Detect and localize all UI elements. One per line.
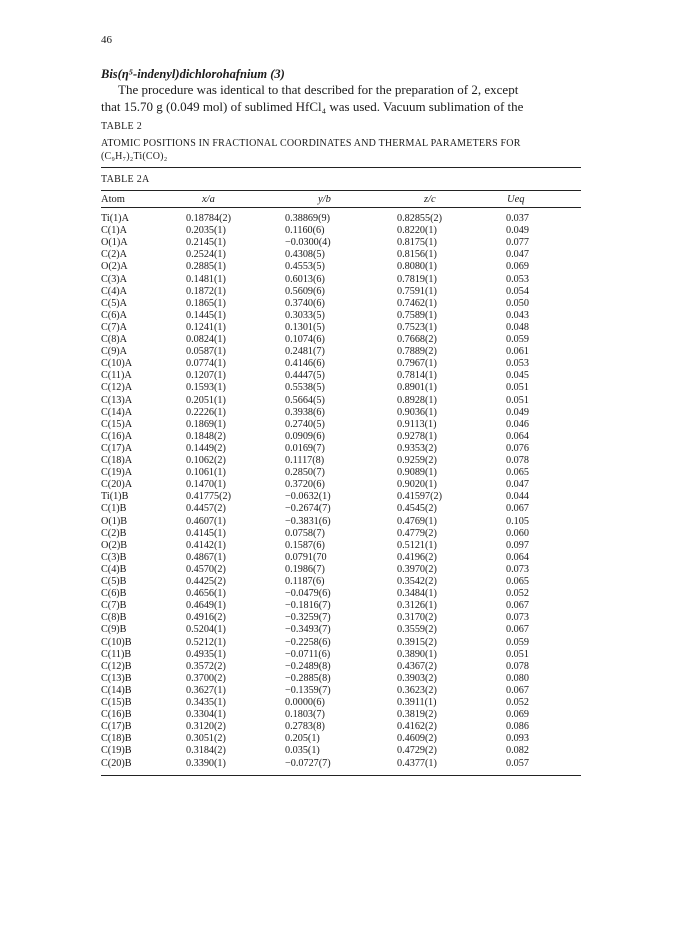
cell-ueq: 0.048 xyxy=(506,321,529,333)
cell-atom: C(6)B xyxy=(101,588,127,600)
cell-atom: C(15)A xyxy=(101,418,133,430)
cell-x: 0.4649(1) xyxy=(186,600,226,612)
table-row xyxy=(0,588,680,599)
cell-atom: C(4)B xyxy=(101,563,127,575)
cell-atom: C(14)B xyxy=(101,684,132,696)
table-bottom-rule xyxy=(101,775,581,776)
cell-z: 0.9089(1) xyxy=(397,467,437,479)
cell-ueq: 0.047 xyxy=(506,479,529,491)
cell-y: 0.205(1) xyxy=(285,733,320,745)
column-header-atom: Atom xyxy=(101,194,125,205)
table-row xyxy=(0,733,680,744)
table-row xyxy=(0,576,680,587)
cell-y: −0.1359(7) xyxy=(285,684,331,696)
cell-x: 0.3435(1) xyxy=(186,697,226,708)
cell-x: 0.1848(2) xyxy=(186,430,226,442)
cell-x: 0.1062(2) xyxy=(186,455,226,466)
cell-x: 0.1207(1) xyxy=(186,370,226,382)
table-row xyxy=(0,261,680,272)
cell-y: −0.1816(7) xyxy=(285,600,331,612)
cell-atom: C(10)A xyxy=(101,358,133,370)
cell-ueq: 0.045 xyxy=(506,370,529,382)
cell-ueq: 0.069 xyxy=(506,261,529,273)
paragraph-line-2: that 15.70 g (0.049 mol) of sublimed HfCl₄ was used. Vacuum sublimation of the xyxy=(101,98,524,114)
table-row xyxy=(0,286,680,297)
cell-atom: C(16)A xyxy=(101,430,133,442)
table-row xyxy=(0,249,680,260)
cell-atom: O(2)B xyxy=(101,539,128,551)
cell-z: 0.9036(1) xyxy=(397,406,437,418)
cell-z: 0.4196(2) xyxy=(397,551,437,563)
cell-atom: C(14)A xyxy=(101,406,133,418)
cell-x: 0.1449(2) xyxy=(186,442,226,454)
cell-y: 0.6013(6) xyxy=(285,273,325,285)
cell-ueq: 0.065 xyxy=(506,467,529,479)
cell-z: 0.4367(2) xyxy=(397,660,437,672)
cell-z: 0.9113(1) xyxy=(397,418,437,430)
cell-x: 0.3051(2) xyxy=(186,733,226,745)
cell-ueq: 0.067 xyxy=(506,503,529,515)
cell-x: 0.1470(1) xyxy=(186,479,226,491)
cell-z: 0.7814(1) xyxy=(397,370,437,382)
caption-line-2: (C₉H₇)₂Ti(CO)₂ xyxy=(101,150,168,162)
cell-ueq: 0.059 xyxy=(506,334,529,345)
cell-ueq: 0.065 xyxy=(506,576,529,587)
cell-x: 0.4145(1) xyxy=(186,527,226,539)
cell-atom: O(1)B xyxy=(101,515,128,527)
cell-atom: C(2)B xyxy=(101,527,127,539)
table-row xyxy=(0,649,680,660)
table-row xyxy=(0,673,680,684)
cell-ueq: 0.046 xyxy=(506,418,529,430)
cell-y: 0.1986(7) xyxy=(285,563,325,575)
cell-x: 0.4457(2) xyxy=(186,503,226,515)
cell-atom: C(5)B xyxy=(101,576,127,587)
cell-ueq: 0.082 xyxy=(506,745,529,757)
cell-y: −0.2885(8) xyxy=(285,672,331,684)
cell-z: 0.82855(2) xyxy=(397,213,442,224)
cell-x: 0.1869(1) xyxy=(186,418,226,430)
cell-y: −0.2258(6) xyxy=(285,636,331,648)
cell-atom: C(20)B xyxy=(101,757,132,769)
cell-z: 0.4377(1) xyxy=(397,757,437,769)
cell-z: 0.3559(2) xyxy=(397,624,437,636)
cell-z: 0.3126(1) xyxy=(397,600,437,612)
cell-x: 0.4916(2) xyxy=(186,612,226,624)
cell-atom: C(11)A xyxy=(101,370,132,382)
cell-z: 0.3970(2) xyxy=(397,563,437,575)
cell-x: 0.2524(1) xyxy=(186,249,226,261)
cell-ueq: 0.053 xyxy=(506,358,529,370)
cell-z: 0.8175(1) xyxy=(397,237,437,249)
table-row xyxy=(0,624,680,635)
cell-z: 0.8901(1) xyxy=(397,382,437,394)
cell-y: 0.035(1) xyxy=(285,745,320,757)
cell-z: 0.4162(2) xyxy=(397,721,437,733)
cell-x: 0.3700(2) xyxy=(186,672,226,684)
column-header-x: x/a xyxy=(202,194,215,205)
cell-y: 0.4553(5) xyxy=(285,261,325,273)
cell-atom: C(9)A xyxy=(101,346,128,358)
cell-ueq: 0.050 xyxy=(506,297,529,309)
cell-y: 0.2783(8) xyxy=(285,721,325,733)
table-row xyxy=(0,516,680,527)
cell-z: 0.8080(1) xyxy=(397,261,437,273)
header-bottom-rule xyxy=(101,207,581,208)
procedure-paragraph xyxy=(101,82,581,115)
cell-z: 0.9353(2) xyxy=(397,442,437,454)
cell-ueq: 0.067 xyxy=(506,600,529,612)
cell-y: −0.3493(7) xyxy=(285,624,331,636)
cell-atom: O(2)A xyxy=(101,261,128,273)
cell-atom: C(17)A xyxy=(101,442,133,454)
cell-ueq: 0.093 xyxy=(506,733,529,745)
cell-atom: Ti(1)A xyxy=(101,213,129,224)
table-top-rule xyxy=(101,167,581,168)
cell-y: −0.0300(4) xyxy=(285,237,331,249)
cell-z: 0.7462(1) xyxy=(397,297,437,309)
table-row xyxy=(0,600,680,611)
cell-x: 0.1865(1) xyxy=(186,297,226,309)
cell-atom: C(13)B xyxy=(101,672,132,684)
cell-z: 0.9259(2) xyxy=(397,455,437,466)
cell-ueq: 0.069 xyxy=(506,709,529,721)
table-row xyxy=(0,455,680,466)
cell-atom: C(19)A xyxy=(101,467,133,479)
cell-x: 0.5204(1) xyxy=(186,624,226,636)
cell-z: 0.41597(2) xyxy=(397,491,442,503)
cell-y: 0.4146(6) xyxy=(285,358,325,370)
cell-z: 0.3819(2) xyxy=(397,709,437,721)
cell-x: 0.1593(1) xyxy=(186,382,226,394)
cell-atom: C(8)A xyxy=(101,334,128,345)
cell-atom: C(18)B xyxy=(101,733,132,745)
cell-y: 0.3938(6) xyxy=(285,406,325,418)
table-row xyxy=(0,697,680,708)
cell-ueq: 0.047 xyxy=(506,249,529,261)
table-row xyxy=(0,443,680,454)
table-row xyxy=(0,370,680,381)
cell-z: 0.7589(1) xyxy=(397,309,437,321)
cell-z: 0.3911(1) xyxy=(397,697,437,708)
cell-x: 0.2885(1) xyxy=(186,261,226,273)
cell-z: 0.4779(2) xyxy=(397,527,437,539)
cell-ueq: 0.086 xyxy=(506,721,529,733)
cell-atom: C(13)A xyxy=(101,394,133,406)
cell-z: 0.3542(2) xyxy=(397,576,437,587)
cell-x: 0.18784(2) xyxy=(186,213,231,224)
cell-atom: C(16)B xyxy=(101,709,132,721)
header-top-rule xyxy=(101,190,581,191)
cell-x: 0.0774(1) xyxy=(186,358,226,370)
column-header-ueq: Ueq xyxy=(507,194,525,205)
cell-z: 0.4545(2) xyxy=(397,503,437,515)
table-row xyxy=(0,758,680,769)
cell-z: 0.7967(1) xyxy=(397,358,437,370)
cell-x: 0.1445(1) xyxy=(186,309,226,321)
cell-ueq: 0.049 xyxy=(506,406,529,418)
cell-z: 0.9278(1) xyxy=(397,430,437,442)
cell-ueq: 0.077 xyxy=(506,237,529,249)
cell-ueq: 0.044 xyxy=(506,491,529,503)
table-row xyxy=(0,564,680,575)
paragraph-line-1: The procedure was identical to that described for the preparation of 2, except xyxy=(118,82,519,97)
cell-y: 0.3033(5) xyxy=(285,309,325,321)
cell-x: 0.2051(1) xyxy=(186,394,226,406)
table-row xyxy=(0,540,680,551)
cell-z: 0.5121(1) xyxy=(397,539,437,551)
cell-ueq: 0.037 xyxy=(506,213,529,224)
table-row xyxy=(0,612,680,623)
table-row xyxy=(0,225,680,236)
cell-y: 0.5538(5) xyxy=(285,382,325,394)
cell-z: 0.3890(1) xyxy=(397,648,437,660)
cell-y: 0.4447(5) xyxy=(285,370,325,382)
cell-atom: O(1)A xyxy=(101,237,128,249)
cell-z: 0.7889(2) xyxy=(397,346,437,358)
cell-atom: C(2)A xyxy=(101,249,128,261)
caption-line-1: ATOMIC POSITIONS IN FRACTIONAL COORDINATES AND THERMAL PARAMETERS FOR xyxy=(101,138,521,149)
table-row xyxy=(0,358,680,369)
cell-ueq: 0.064 xyxy=(506,551,529,563)
cell-z: 0.8928(1) xyxy=(397,394,437,406)
cell-x: 0.4142(1) xyxy=(186,539,226,551)
table-row xyxy=(0,237,680,248)
cell-ueq: 0.051 xyxy=(506,394,529,406)
column-header-z: z/c xyxy=(424,194,436,205)
table-row xyxy=(0,503,680,514)
cell-y: −0.0727(7) xyxy=(285,757,331,769)
cell-z: 0.4729(2) xyxy=(397,745,437,757)
cell-z: 0.7523(1) xyxy=(397,321,437,333)
cell-ueq: 0.067 xyxy=(506,624,529,636)
cell-x: 0.5212(1) xyxy=(186,636,226,648)
table-row xyxy=(0,552,680,563)
cell-y: 0.1117(8) xyxy=(285,455,325,466)
table-row xyxy=(0,310,680,321)
cell-atom: C(11)B xyxy=(101,648,132,660)
cell-atom: C(5)A xyxy=(101,297,128,309)
table-row xyxy=(0,213,680,224)
table-row xyxy=(0,334,680,345)
cell-y: 0.2481(7) xyxy=(285,346,325,358)
cell-ueq: 0.097 xyxy=(506,539,529,551)
cell-ueq: 0.076 xyxy=(506,442,529,454)
table-row xyxy=(0,709,680,720)
cell-x: 0.1872(1) xyxy=(186,285,226,297)
cell-z: 0.3903(2) xyxy=(397,672,437,684)
cell-ueq: 0.051 xyxy=(506,382,529,394)
cell-x: 0.4935(1) xyxy=(186,648,226,660)
table-row xyxy=(0,298,680,309)
cell-x: 0.0587(1) xyxy=(186,346,226,358)
cell-x: 0.3304(1) xyxy=(186,709,226,721)
cell-x: 0.4607(1) xyxy=(186,515,226,527)
cell-x: 0.3184(2) xyxy=(186,745,226,757)
cell-y: 0.1301(5) xyxy=(285,321,325,333)
cell-y: 0.3740(6) xyxy=(285,297,325,309)
cell-y: 0.0169(7) xyxy=(285,442,325,454)
cell-z: 0.7819(1) xyxy=(397,273,437,285)
cell-ueq: 0.057 xyxy=(506,757,529,769)
cell-atom: C(3)B xyxy=(101,551,127,563)
cell-z: 0.9020(1) xyxy=(397,479,437,491)
cell-x: 0.1481(1) xyxy=(186,273,226,285)
cell-y: 0.0909(6) xyxy=(285,430,325,442)
cell-ueq: 0.054 xyxy=(506,285,529,297)
cell-ueq: 0.052 xyxy=(506,697,529,708)
cell-z: 0.3915(2) xyxy=(397,636,437,648)
cell-atom: C(20)A xyxy=(101,479,133,491)
cell-y: 0.1160(6) xyxy=(285,225,325,237)
cell-y: 0.1187(6) xyxy=(285,576,325,587)
table-row xyxy=(0,528,680,539)
table-row xyxy=(0,467,680,478)
cell-ueq: 0.073 xyxy=(506,612,529,624)
cell-z: 0.4769(1) xyxy=(397,515,437,527)
cell-x: 0.4425(2) xyxy=(186,576,226,587)
cell-y: −0.2674(7) xyxy=(285,503,331,515)
cell-y: 0.2850(7) xyxy=(285,467,325,479)
cell-z: 0.3623(2) xyxy=(397,684,437,696)
cell-y: 0.2740(5) xyxy=(285,418,325,430)
cell-z: 0.7591(1) xyxy=(397,285,437,297)
cell-x: 0.41775(2) xyxy=(186,491,231,503)
cell-atom: Ti(1)B xyxy=(101,491,129,503)
table-row xyxy=(0,407,680,418)
cell-y: 0.1803(7) xyxy=(285,709,325,721)
cell-atom: C(12)A xyxy=(101,382,133,394)
table-row xyxy=(0,274,680,285)
cell-y: 0.38869(9) xyxy=(285,213,330,224)
cell-y: 0.0791(70 xyxy=(285,551,327,563)
table-row xyxy=(0,491,680,502)
cell-x: 0.1061(1) xyxy=(186,467,226,479)
cell-x: 0.3120(2) xyxy=(186,721,226,733)
table-row xyxy=(0,685,680,696)
cell-ueq: 0.049 xyxy=(506,225,529,237)
cell-x: 0.3627(1) xyxy=(186,684,226,696)
cell-y: −0.0632(1) xyxy=(285,491,331,503)
cell-y: −0.0479(6) xyxy=(285,588,331,600)
cell-x: 0.4867(1) xyxy=(186,551,226,563)
cell-y: 0.0000(6) xyxy=(285,697,325,708)
table-row xyxy=(0,721,680,732)
table-row xyxy=(0,479,680,490)
cell-y: 0.1587(6) xyxy=(285,539,325,551)
cell-z: 0.7668(2) xyxy=(397,334,437,345)
section-title: Bis(η⁵-indenyl)dichlorohafnium (3) xyxy=(101,67,285,81)
cell-ueq: 0.073 xyxy=(506,563,529,575)
cell-z: 0.3484(1) xyxy=(397,588,437,600)
cell-atom: C(10)B xyxy=(101,636,132,648)
cell-x: 0.3390(1) xyxy=(186,757,226,769)
column-header-y: y/b xyxy=(318,194,331,205)
cell-y: 0.5609(6) xyxy=(285,285,325,297)
cell-x: 0.2145(1) xyxy=(186,237,226,249)
cell-atom: C(9)B xyxy=(101,624,127,636)
table-row xyxy=(0,382,680,393)
cell-x: 0.4656(1) xyxy=(186,588,226,600)
cell-ueq: 0.105 xyxy=(506,515,529,527)
cell-z: 0.3170(2) xyxy=(397,612,437,624)
cell-y: −0.2489(8) xyxy=(285,660,331,672)
cell-y: −0.3831(6) xyxy=(285,515,331,527)
cell-atom: C(3)A xyxy=(101,273,128,285)
cell-x: 0.3572(2) xyxy=(186,660,226,672)
cell-atom: C(1)A xyxy=(101,225,128,237)
cell-ueq: 0.078 xyxy=(506,660,529,672)
table-caption xyxy=(101,138,591,163)
cell-ueq: 0.064 xyxy=(506,430,529,442)
cell-atom: C(1)B xyxy=(101,503,127,515)
cell-atom: C(12)B xyxy=(101,660,132,672)
cell-ueq: 0.052 xyxy=(506,588,529,600)
table-row xyxy=(0,637,680,648)
table-row xyxy=(0,322,680,333)
cell-atom: C(7)B xyxy=(101,600,127,612)
cell-x: 0.4570(2) xyxy=(186,563,226,575)
table-row xyxy=(0,419,680,430)
table-row xyxy=(0,661,680,672)
cell-ueq: 0.078 xyxy=(506,455,529,466)
cell-y: 0.3720(6) xyxy=(285,479,325,491)
cell-atom: C(8)B xyxy=(101,612,127,624)
cell-atom: C(6)A xyxy=(101,309,128,321)
cell-z: 0.8220(1) xyxy=(397,225,437,237)
cell-y: −0.3259(7) xyxy=(285,612,331,624)
cell-y: −0.0711(6) xyxy=(285,648,331,660)
cell-y: 0.5664(5) xyxy=(285,394,325,406)
cell-atom: C(15)B xyxy=(101,697,132,708)
cell-atom: C(18)A xyxy=(101,455,133,466)
table-row xyxy=(0,346,680,357)
cell-ueq: 0.080 xyxy=(506,672,529,684)
cell-ueq: 0.051 xyxy=(506,648,529,660)
cell-z: 0.8156(1) xyxy=(397,249,437,261)
subtable-label: TABLE 2A xyxy=(101,174,150,185)
table-row xyxy=(0,745,680,756)
table-label: TABLE 2 xyxy=(101,121,143,132)
cell-z: 0.4609(2) xyxy=(397,733,437,745)
cell-x: 0.0824(1) xyxy=(186,334,226,345)
cell-y: 0.4308(5) xyxy=(285,249,325,261)
cell-atom: C(7)A xyxy=(101,321,128,333)
cell-x: 0.2035(1) xyxy=(186,225,226,237)
page-number: 46 xyxy=(101,34,112,46)
cell-y: 0.1074(6) xyxy=(285,334,325,345)
cell-ueq: 0.067 xyxy=(506,684,529,696)
cell-atom: C(19)B xyxy=(101,745,132,757)
cell-atom: C(17)B xyxy=(101,721,132,733)
table-row xyxy=(0,431,680,442)
cell-x: 0.2226(1) xyxy=(186,406,226,418)
cell-x: 0.1241(1) xyxy=(186,321,226,333)
cell-ueq: 0.061 xyxy=(506,346,529,358)
cell-atom: C(4)A xyxy=(101,285,128,297)
cell-ueq: 0.060 xyxy=(506,527,529,539)
cell-ueq: 0.059 xyxy=(506,636,529,648)
cell-y: 0.0758(7) xyxy=(285,527,325,539)
table-row xyxy=(0,395,680,406)
cell-ueq: 0.053 xyxy=(506,273,529,285)
cell-ueq: 0.043 xyxy=(506,309,529,321)
